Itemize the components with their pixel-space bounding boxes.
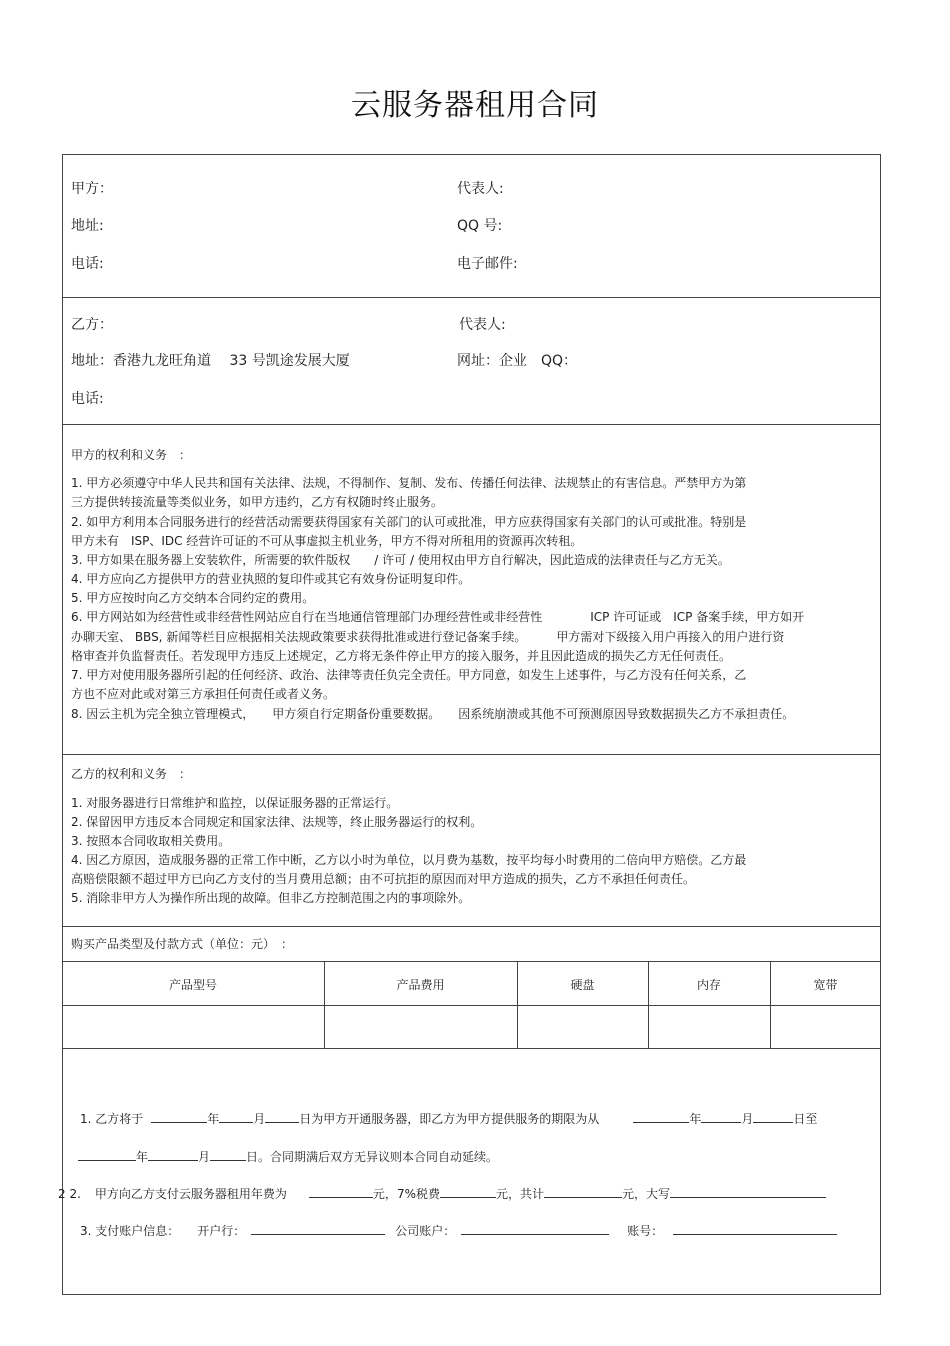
party-a-email-label: 电子邮件: xyxy=(457,256,518,272)
term-1-year: 年 xyxy=(207,1112,220,1126)
rights-a-line: 1. 甲方必须遵守中华人民共和国有关法律、法规，不得制作、复制、发布、传播任何法律、法规禁止的有害信息。严禁甲方为第 xyxy=(71,476,747,490)
col-header-fee: 产品费用 xyxy=(396,978,445,992)
rights-a-heading: 甲方的权利和义务 ： xyxy=(71,448,192,462)
divider-products xyxy=(62,926,881,927)
rights-a-line: 格审查并负监督责任。若发现甲方违反上述规定，乙方将无条件停止甲方的接入服务，并且因此造成的损失乙方无任何责任。 xyxy=(71,649,732,663)
account-number-label: 账号： xyxy=(627,1224,664,1238)
rights-a-line: 5. 甲方应按时向乙方交纳本合同约定的费用。 xyxy=(71,591,315,605)
term-1-desc: 日为甲方开通服务器，即乙方为甲方提供服务的期限为从 xyxy=(299,1112,600,1126)
term-1-renewal: 日。合同期满后双方无异议则本合同自动延续。 xyxy=(246,1150,499,1164)
term-1-cont xyxy=(78,1147,498,1165)
party-a-address-label: 地址: xyxy=(71,218,104,234)
term-1-year-2: 年 xyxy=(689,1112,702,1126)
company-account-field[interactable] xyxy=(461,1221,609,1235)
from-year-field[interactable] xyxy=(633,1109,689,1123)
rights-b-line: 高赔偿限额不超过甲方已向乙方支付的当月费用总额；由不可抗拒的原因而对甲方造成的损失，乙方不承担任何责任。 xyxy=(71,872,696,886)
term-2 xyxy=(58,1184,826,1202)
annual-fee-field[interactable] xyxy=(309,1184,373,1198)
term-2-text: 甲方向乙方支付云服务器租用年费为 xyxy=(94,1187,287,1201)
tax-field[interactable] xyxy=(440,1184,496,1198)
party-a-name-label: 甲方： xyxy=(71,181,113,197)
party-a-rep-label: 代表人: xyxy=(457,181,504,197)
term-3 xyxy=(80,1221,837,1239)
party-b-address: 地址：香港九龙旺角道 33 号凯途发展大厦 xyxy=(71,353,350,369)
party-a-qq-label: QQ 号: xyxy=(457,218,503,234)
rights-b-line: 2. 保留因甲方违反本合同规定和国家法律、法规等，终止服务器运行的权利。 xyxy=(71,815,483,829)
term-2-number: 2 2. xyxy=(58,1187,81,1201)
start-month-field[interactable] xyxy=(219,1109,253,1123)
col-divider xyxy=(770,961,771,1048)
party-b-website: 网址：企业 QQ： xyxy=(457,353,578,369)
from-day-field[interactable] xyxy=(753,1109,793,1123)
term-1 xyxy=(80,1109,817,1127)
rights-a-line: 4. 甲方应向乙方提供甲方的营业执照的复印件或其它有效身份证明复印件。 xyxy=(71,572,471,586)
rights-b-heading: 乙方的权利和义务 ： xyxy=(71,767,192,781)
term-2-capital: 元，大写 xyxy=(622,1187,671,1201)
bank-label: 开户行： xyxy=(197,1224,246,1238)
term-1-end-month: 月 xyxy=(198,1150,211,1164)
term-2-yuan: 元， xyxy=(372,1187,397,1201)
products-heading: 购买产品类型及付款方式（单位：元） ： xyxy=(71,937,294,951)
party-a-phone-label: 电话: xyxy=(71,256,104,272)
rights-a-line: 三方提供转接流量等类似业务，如甲方违约，乙方有权随时终止服务。 xyxy=(71,495,444,509)
rights-a-line: 办聊天室、 BBS, 新闻等栏目应根据相关法规政策要求获得批准或进行登记备案手续。 甲方需对下级接入用户再接入的用户进行资 xyxy=(71,630,785,644)
term-1-until: 日至 xyxy=(793,1112,818,1126)
company-account-label: 公司账户： xyxy=(395,1224,456,1238)
term-1-month: 月 xyxy=(253,1112,266,1126)
capital-amount-field[interactable] xyxy=(670,1184,826,1198)
col-header-disk: 硬盘 xyxy=(570,978,595,992)
rights-b-line: 4. 因乙方原因，造成服务器的正常工作中断，乙方以小时为单位，以月费为基数，按平均每小时费用的二倍向甲方赔偿。乙方最 xyxy=(71,853,747,867)
col-header-model: 产品型号 xyxy=(168,978,217,992)
rights-a-line: 3. 甲方如果在服务器上安装软件，所需要的软件版权 / 许可 / 使用权由甲方自行解决，因此造成的法律责任与乙方无关。 xyxy=(71,553,730,567)
col-header-bandwidth: 宽带 xyxy=(813,978,838,992)
col-header-memory: 内存 xyxy=(696,978,721,992)
term-1-end-year: 年 xyxy=(136,1150,149,1164)
rights-b-line: 5. 消除非甲方人为操作所出现的故障。但非乙方控制范围之内的事项除外。 xyxy=(71,891,471,905)
term-2-total: 元，共计 xyxy=(495,1187,544,1201)
rights-a-line: 方也不应对此或对第三方承担任何责任或者义务。 xyxy=(71,687,336,701)
start-day-field[interactable] xyxy=(265,1109,299,1123)
rights-a-line: 甲方未有 ISP、IDC 经营许可证的不可从事虚拟主机业务，甲方不得对所租用的资源再次转租。 xyxy=(71,534,583,548)
document-title: 云服务器租用合同 xyxy=(351,88,599,123)
divider-terms xyxy=(62,1048,881,1049)
end-year-field[interactable] xyxy=(78,1147,136,1161)
from-month-field[interactable] xyxy=(701,1109,741,1123)
rights-a-line: 6. 甲方网站如为经营性或非经营性网站应自行在当地通信管理部门办理经营性或非经营性 ICP 许可证或 ICP 备案手续，甲方如开 xyxy=(71,610,805,624)
end-month-field[interactable] xyxy=(148,1147,198,1161)
end-day-field[interactable] xyxy=(210,1147,246,1161)
account-number-field[interactable] xyxy=(673,1221,837,1235)
rights-a-line: 8. 因云主机为完全独立管理模式， 甲方须自行定期备份重要数据。 因系统崩溃或其他不可预测原因导致数据损失乙方不承担责任。 xyxy=(71,707,795,721)
start-year-field[interactable] xyxy=(151,1109,207,1123)
col-divider xyxy=(517,961,518,1048)
rights-a-line: 2. 如甲方利用本合同服务进行的经营活动需要获得国家有关部门的认可或批准，甲方应获得国家有关部门的认可或批准。特别是 xyxy=(71,515,747,529)
col-divider xyxy=(324,961,325,1048)
term-3-text: 3. 支付账户信息： xyxy=(80,1224,180,1238)
term-1-text: 1. 乙方将于 xyxy=(80,1112,144,1126)
rights-b-line: 3. 按照本合同收取相关费用。 xyxy=(71,834,231,848)
party-b-phone-label: 电话: xyxy=(71,391,104,407)
divider-rights-b xyxy=(62,754,881,755)
total-field[interactable] xyxy=(544,1184,622,1198)
divider-product-row xyxy=(62,1005,881,1006)
party-b-name-label: 乙方： xyxy=(71,317,113,333)
rights-b-line: 1. 对服务器进行日常维护和监控，以保证服务器的正常运行。 xyxy=(71,796,399,810)
col-divider xyxy=(648,961,649,1048)
term-1-month-2: 月 xyxy=(741,1112,754,1126)
party-b-rep-label: 代表人: xyxy=(459,317,506,333)
term-2-tax: 7%税费 xyxy=(396,1187,440,1201)
divider-product-header xyxy=(62,961,881,962)
bank-field[interactable] xyxy=(251,1221,385,1235)
divider-party-b xyxy=(62,297,881,298)
divider-rights-a xyxy=(62,424,881,425)
rights-a-line: 7. 甲方对使用服务器所引起的任何经济、政治、法律等责任负完全责任。甲方同意，如发生上述事件，与乙方没有任何关系，乙 xyxy=(71,668,747,682)
